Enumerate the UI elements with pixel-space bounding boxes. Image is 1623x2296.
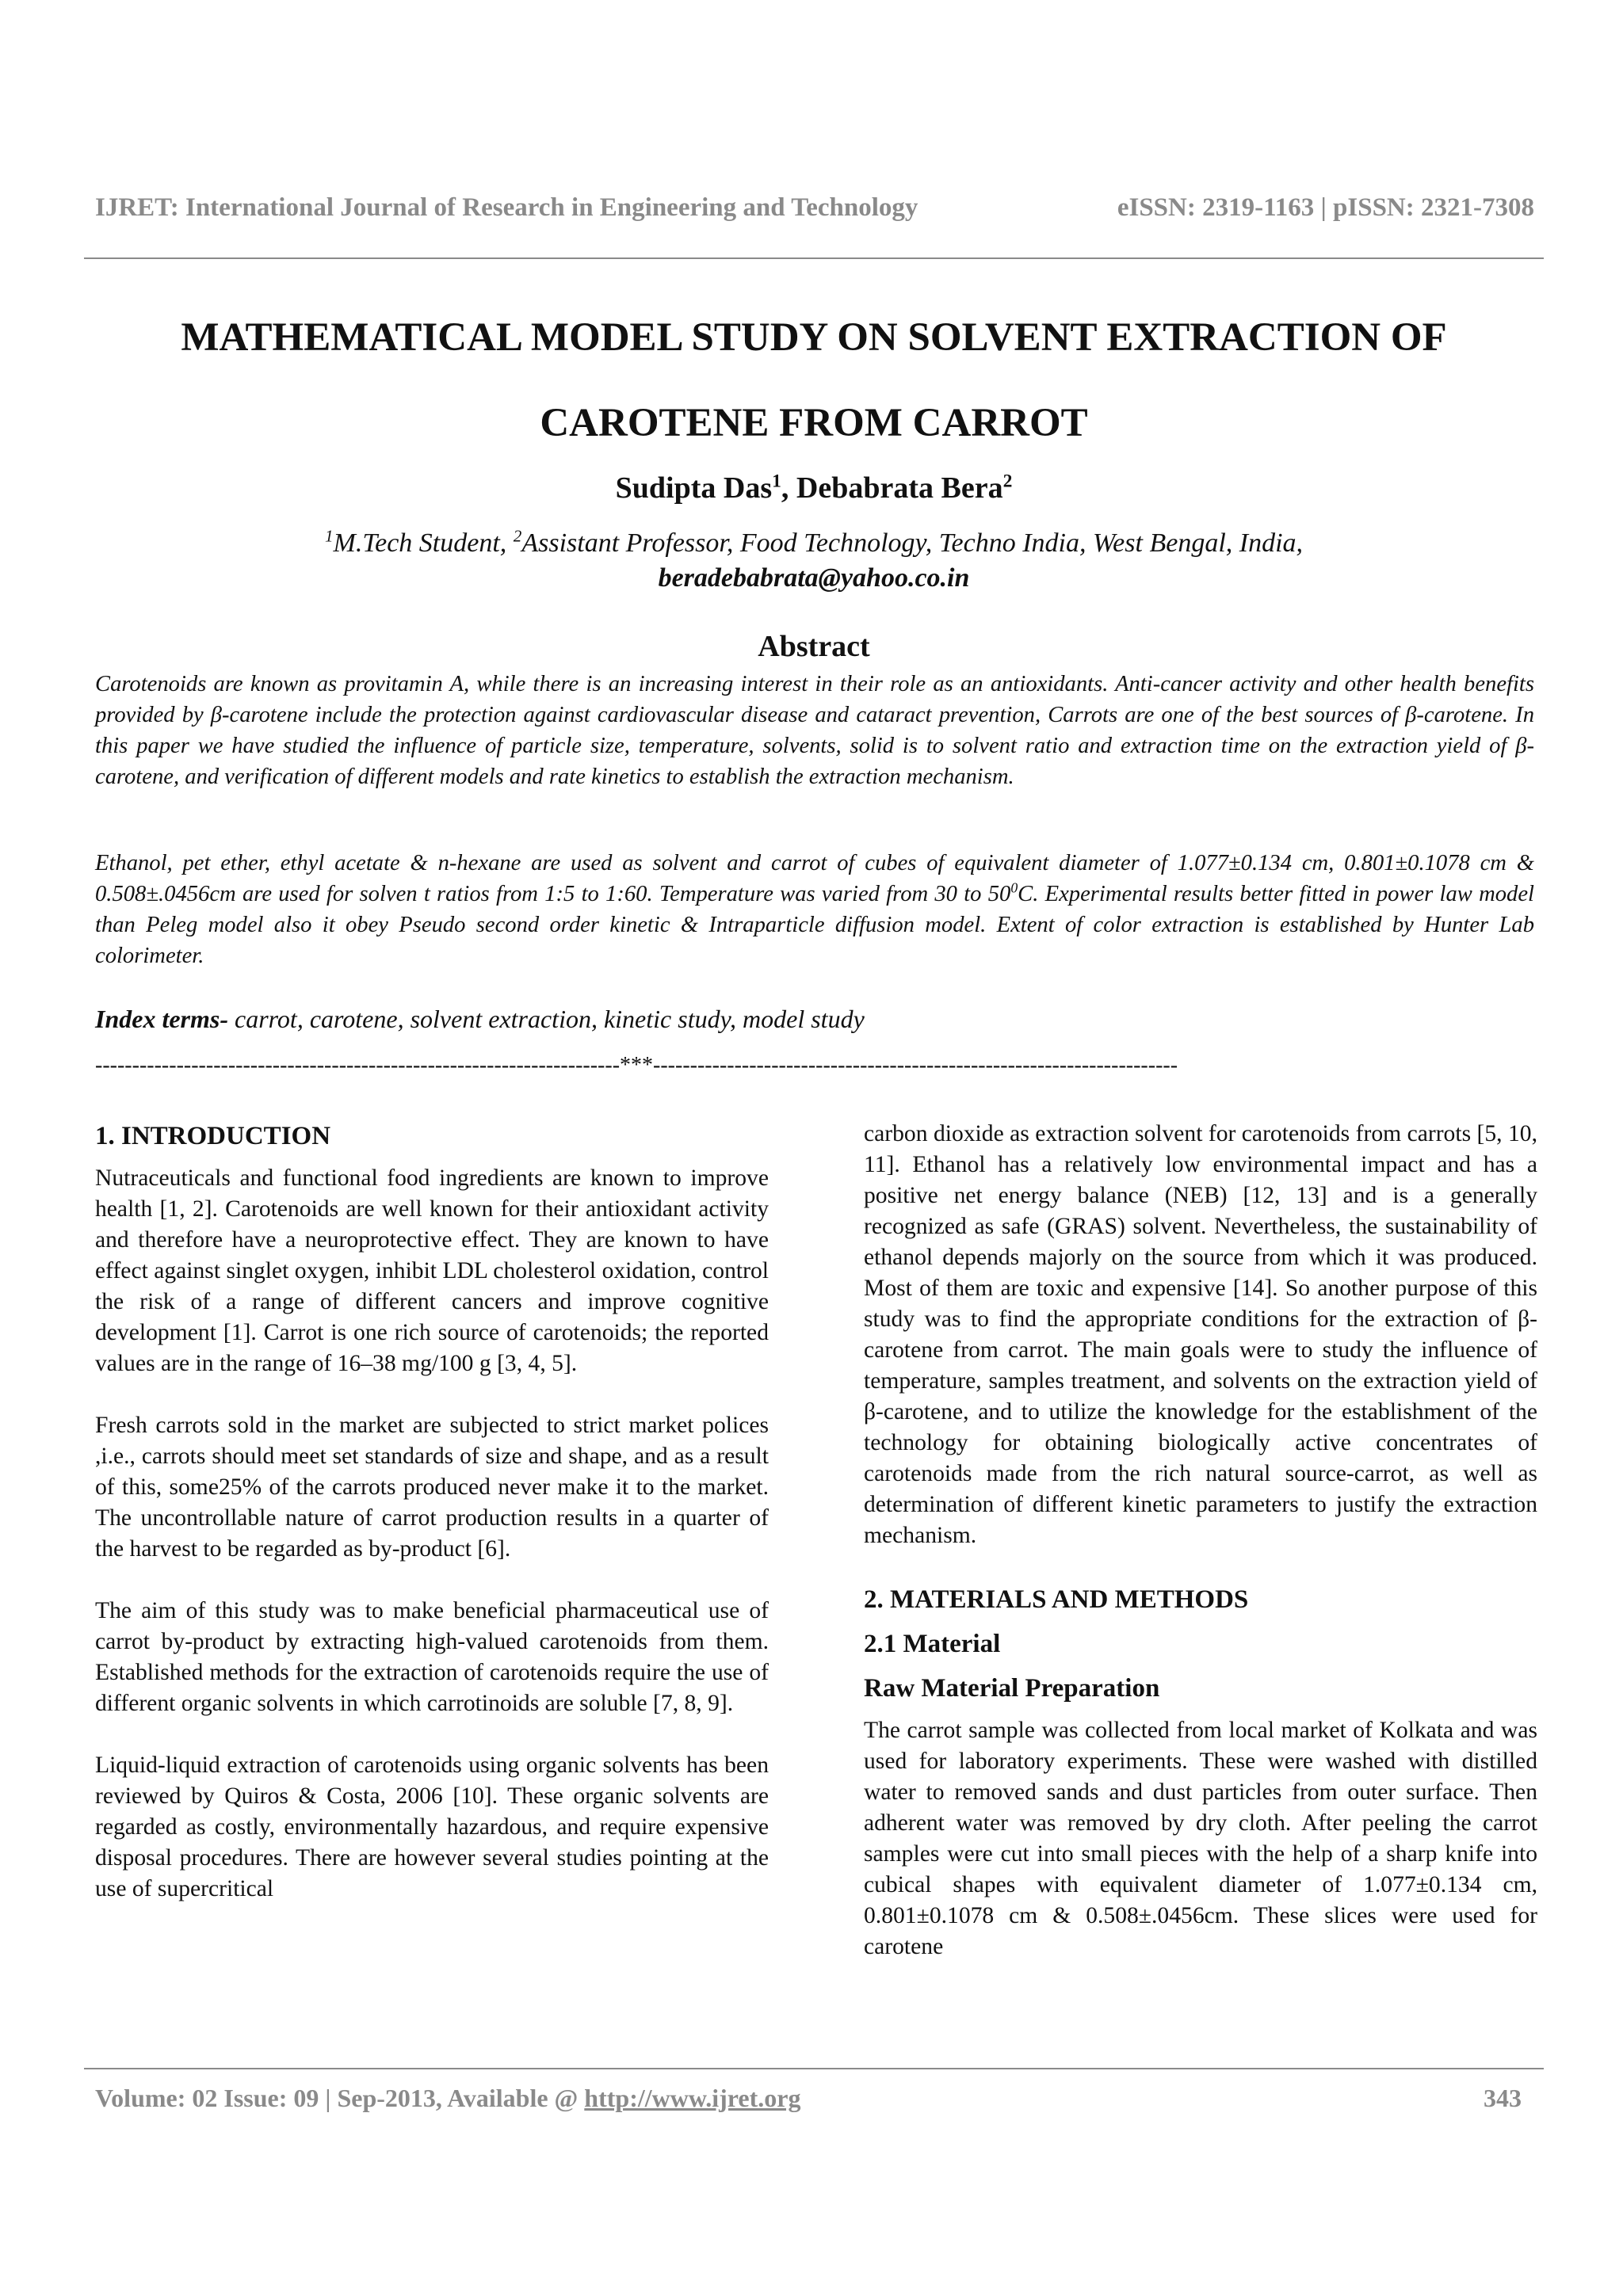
index-terms-label: Index terms- [95, 1005, 228, 1033]
footer-volume: Volume: 02 Issue: 09 | Sep-2013, Available @ [95, 2084, 585, 2112]
abstract-p2-text-b: C. Experimental results better fitted in power law model than Peleg model also it obey Pseudo second order kinetic & Intraparticle diffusion model. Extent of color extraction is established by Hunter Lab colorimeter. [95, 882, 1534, 968]
right-column [864, 1119, 1537, 1962]
affil-role-1: M.Tech Student, [333, 528, 514, 558]
footer-url-link[interactable]: http://www.ijret.org [584, 2084, 801, 2112]
journal-name: IJRET: International Journal of Research in Engineering and Technology [95, 193, 918, 222]
raw-material-subheading: Raw Material Preparation [864, 1674, 1160, 1703]
abstract-paragraph-1: Carotenoids are known as provitamin A, while there is an increasing interest in their role as an antioxidants. Anti-cancer activity and other health benefits provided by β-carotene include the protection against cardiovascular disease and cataract prevention, Carrots are one of the best sources of β-carotene. In this paper we have studied the influence of particle size, temperature, solvents, solid is to solvent ratio and extraction time on the extraction yield of β-carotene, and verification of different models and rate kinetics to establish the extraction mechanism. [95, 672, 1534, 789]
intro-paragraph-3: The aim of this study was to make beneficial pharmaceutical use of carrot by-product by extracting high-valued carotenoids from them. Established methods for the extraction of carotenoids require the use of different organic solvents in which carrotinoids are soluble [7, 8, 9]. [95, 1598, 769, 1716]
abstract-paragraph-2 [95, 848, 1534, 971]
affil-role-2: Assistant Professor, Food Technology, Techno India, West Bengal, India, [521, 528, 1304, 558]
paper-title [84, 295, 1544, 466]
running-header [95, 193, 1534, 223]
footer-rule [84, 2068, 1544, 2069]
degree-sup: 0 [1010, 879, 1018, 896]
issn-numbers: eISSN: 2319-1163 | pISSN: 2321-7308 [1117, 193, 1534, 222]
intro-heading: 1. INTRODUCTION [95, 1122, 331, 1150]
author-email[interactable]: beradebabrata@yahoo.co.in [658, 563, 970, 593]
author-2: Debabrata Bera [796, 471, 1003, 505]
author-2-sup: 2 [1002, 471, 1013, 492]
left-column [95, 1119, 769, 1905]
affil-sup-1: 1 [324, 526, 334, 546]
index-terms [95, 1005, 1534, 1034]
intro-paragraph-5: carbon dioxide as extraction solvent for carotenoids from carrots [5, 10, 11]. Ethanol has a relatively low environmental impact and has a positive net energy balance (NEB) [12, 13] and is a generally recognized as safe (GRAS) solvent. Nevertheless, the sustainability of ethanol depends majorly on the source from which it was produced. Most of them are toxic and expensive [14]. So another purpose of this study was to find the appropriate conditions for the extraction of β-carotene from carrot. The main goals were to study the influence of temperature, samples treatment, and solvents on the extraction yield of β-carotene, and to utilize the knowledge for the establishment of the technology for obtaining biologically active concentrates of carotenoids made from the rich natural source-carrot, as well as determination of different kinetic parameters to justify the extraction mechanism. [864, 1121, 1537, 1548]
material-subheading: 2.1 Material [864, 1630, 1001, 1658]
title-line-2: CAROTENE FROM CARROT [540, 401, 1088, 445]
title-line-1: MATHEMATICAL MODEL STUDY ON SOLVENT EXTRACTION OF [181, 315, 1447, 360]
intro-paragraph-2: Fresh carrots sold in the market are subjected to strict market polices ,i.e., carrots should meet set standards of size and shape, and as a result of this, some25% of the carrots produced never make it to the market. The uncontrollable nature of carrot production results in a quarter of the harvest to be regarded as by-product [6]. [95, 1413, 769, 1562]
intro-paragraph-1: Nutraceuticals and functional food ingredients are known to improve health [1, 2]. Carotenoids are well known for their antioxidant activity and therefore have a neuroprotective effect. They are known to have effect against singlet oxygen, inhibit LDL cholesterol oxidation, control the risk of a range of different cancers and improve cognitive development [1]. Carrot is one rich source of carotenoids; the reported values are in the range of 16–38 mg/100 g [3, 4, 5]. [95, 1165, 769, 1376]
section-separator: -----------------------------------------------------------------------***----------------------------------------------------------------------- [95, 1053, 1178, 1077]
author-separator: , [781, 471, 796, 505]
authors [84, 471, 1544, 505]
page-number: 343 [1484, 2084, 1522, 2112]
affiliation [84, 526, 1544, 596]
header-rule [84, 257, 1544, 259]
raw-material-paragraph: The carrot sample was collected from local market of Kolkata and was used for laboratory experiments. These were washed with distilled water to removed sands and dust particles from outer surface. Then adherent water was removed by dry cloth. After peeling the carrot samples were cut into small pieces with the help of a sharp knife into cubical shapes with equivalent diameter of 1.077±0.134 cm, 0.801±0.1078 cm & 0.508±.0456cm. These slices were used for carotene [864, 1718, 1537, 1959]
abstract-p2-text-a: Ethanol, pet ether, ethyl acetate & n-hexane are used as solvent and carrot of cubes of equivalent diameter of 1.077±0.134 cm, 0.801±0.1078 cm & 0.508±.0456cm are used for solven t ratios from 1:5 to 1:60. Temperature was varied from 30 to 50 [95, 851, 1534, 906]
materials-methods-heading: 2. MATERIALS AND METHODS [864, 1585, 1249, 1614]
intro-paragraph-4: Liquid-liquid extraction of carotenoids using organic solvents has been reviewed by Quiros & Costa, 2006 [10]. These organic solvents are regarded as costly, environmentally hazardous, and require expensive disposal procedures. There are however several studies pointing at the use of supercritical [95, 1753, 769, 1901]
author-1-sup: 1 [772, 471, 781, 492]
abstract-heading: Abstract [758, 630, 870, 663]
author-1: Sudipta Das [615, 471, 773, 505]
page-footer [95, 2084, 1522, 2113]
affil-sup-2: 2 [513, 526, 522, 546]
index-terms-list: carrot, carotene, solvent extraction, kinetic study, model study [228, 1005, 865, 1033]
